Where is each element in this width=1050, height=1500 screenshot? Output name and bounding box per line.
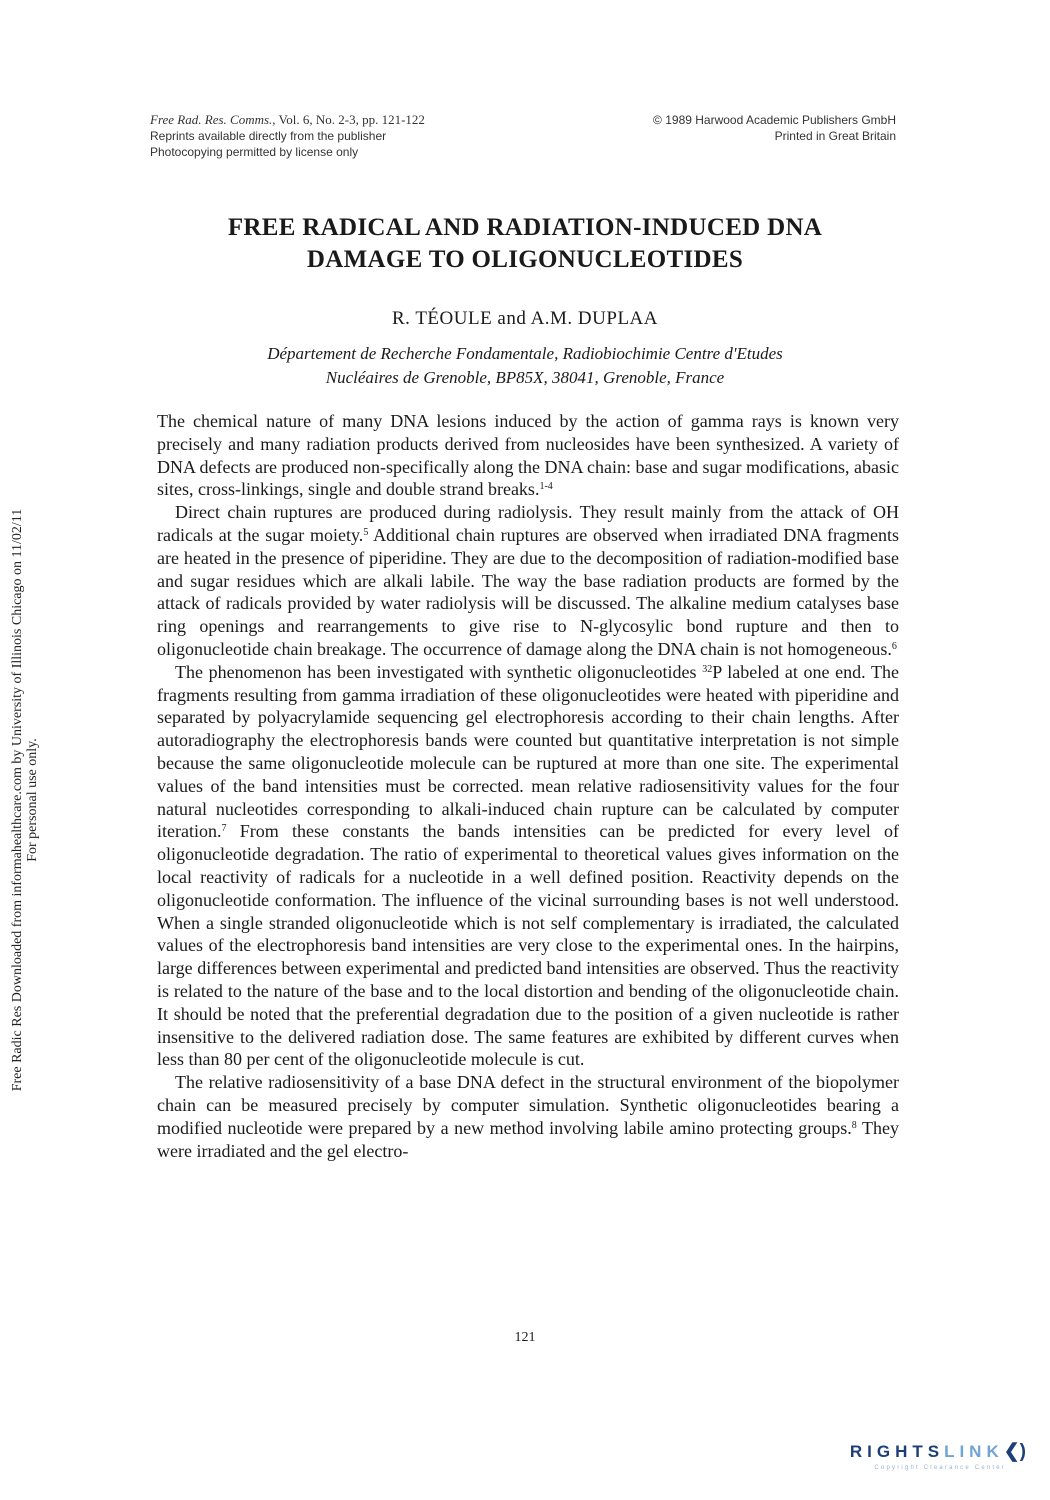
photocopy-note: Photocopying permitted by license only <box>150 145 359 159</box>
publisher-header <box>653 112 896 144</box>
paragraph-text: The phenomenon has been investigated with synthetic oligonucleotides <box>175 661 703 682</box>
paragraph-3 <box>157 661 899 1071</box>
paragraph-2 <box>157 501 899 661</box>
authors: R. TÉOULE and A.M. DUPLAA <box>391 308 658 329</box>
logo-rights: RIGHTS <box>849 1442 945 1461</box>
download-watermark <box>10 400 40 1200</box>
paragraph-4 <box>157 1071 899 1162</box>
logo-link: LINK <box>944 1442 1004 1461</box>
paragraph-text: The relative radiosensitivity of a base DNA defect in the structural environment of the biopolymer chain can be measured precisely by computer simulation. Synthetic oligonucleotides bearing a modified nucleotide were prepared by a new method involving labile amino protecting groups. <box>157 1072 899 1138</box>
printed-line: Printed in Great Britain <box>774 129 896 143</box>
paragraph-text: From these constants the bands intensities can be predicted for every level of oligonucleotide degradation. The ratio of experimental to theoretical values gives information on the local reactivity of radicals for a nucleotide in a well defined position. Reactivity depends on the oligonucleotide conformation. The influence of the vicinal surrounding bases is not well understood. When a single stranded oligonucleotide which is not self complementary is irradiated, the calculated values of the electrophoresis band intensities are very close to the experimental ones. In the hairpins, large differences between experimental and predicted band intensities are observed. Thus the reactivity is related to the nature of the base and to the local distortion and bending of the oligonucleotide chain. It should be noted that the preferential degradation due to the position of a given nucleotide is rather insensitive to the delivered radiation dose. The same features are exhibited by different curves when less than 80 per cent of the oligonucleotide molecule is cut. <box>157 821 899 1070</box>
citation-ref: 1-4 <box>539 481 553 493</box>
copyright-line: © 1989 Harwood Academic Publishers GmbH <box>653 113 896 127</box>
rightslink-logo <box>796 1440 1026 1471</box>
paragraph-text: The chemical nature of many DNA lesions induced by the action of gamma rays is known very precisely and many radiation products derived from nucleosides have been synthesized. A variety of DNA defects are produced non-specifically along the DNA chain: base and sugar modifications, abasic sites, cross-linkings, single and double strand breaks. <box>157 411 899 500</box>
affiliation-line-2: Nucléaires de Grenoble, BP85X, 38041, Grenoble, France <box>325 368 725 387</box>
watermark-line-1: Free Radic Res Downloaded from informahealthcare.com by University of Illinois Chicago on 11/02/11 <box>10 508 25 1092</box>
citation-ref: 7 <box>221 823 227 835</box>
paragraph-text: P labeled at one end. The fragments resulting from gamma irradiation of these oligonucleotides were heated with piperidine and separated by polyacrylamide sequencing gel electrophoresis according to their chain lengths. After autoradiography the electrophoresis bands were counted but quantitative interpretation is not simple because the same oligonucleotide molecule can be ruptured at more than one site. The experimental values of the band intensities must be corrected. mean relative radiosensitivity values for the four natural nucleotides corresponding to alkali-induced chain rupture can be calculated by computer iteration. <box>157 661 899 842</box>
reprints-note: Reprints available directly from the publisher <box>150 129 387 143</box>
citation-ref: 8 <box>851 1119 857 1131</box>
title-line-2: DAMAGE TO OLIGONUCLEOTIDES <box>306 246 744 273</box>
paragraph-text: They were irradiated and the gel electro- <box>157 1117 899 1161</box>
article-body <box>157 410 899 1162</box>
journal-details: , Vol. 6, No. 2-3, pp. 121-122 <box>272 112 425 127</box>
logo-subtitle: Copyright Clearance Center <box>874 1465 1006 1471</box>
affiliation <box>170 342 880 390</box>
title-line-1: FREE RADICAL AND RADIATION-INDUCED DNA <box>227 214 823 241</box>
logo-chevron-icon: ❮) <box>1003 1441 1026 1462</box>
paragraph-text: Additional chain ruptures are observed when irradiated DNA fragments are heated in the presence of piperidine. They are due to the decomposition of radiation-modified base and sugar residues which are alkali labile. The way the base radiation products are formed by the attack of radicals provided by water radiolysis will be discussed. The alkaline medium catalyses base ring openings and rearrangements to give rise to N-glycosylic bond rupture and then to oligonucleotide chain breakage. The occurrence of damage along the DNA chain is not homogeneous. <box>157 524 899 659</box>
citation-ref: 5 <box>363 526 369 538</box>
paragraph-1 <box>157 410 899 501</box>
isotope-mass: 32 <box>702 663 713 675</box>
journal-citation <box>150 112 425 128</box>
journal-abbrev: Free Rad. Res. Comms. <box>150 112 273 127</box>
citation-ref: 6 <box>891 640 897 652</box>
page-number: 121 <box>514 1330 536 1345</box>
paragraph-text: Direct chain ruptures are produced during radiolysis. They result mainly from the attack of OH radicals at the sugar moiety. <box>157 502 899 545</box>
article-title <box>150 212 900 276</box>
logo-wordmark <box>796 1440 1026 1463</box>
watermark-line-2: For personal use only. <box>25 738 40 862</box>
journal-header <box>150 112 425 160</box>
affiliation-line-1: Département de Recherche Fondamentale, Radiobiochimie Centre d'Etudes <box>267 344 783 363</box>
